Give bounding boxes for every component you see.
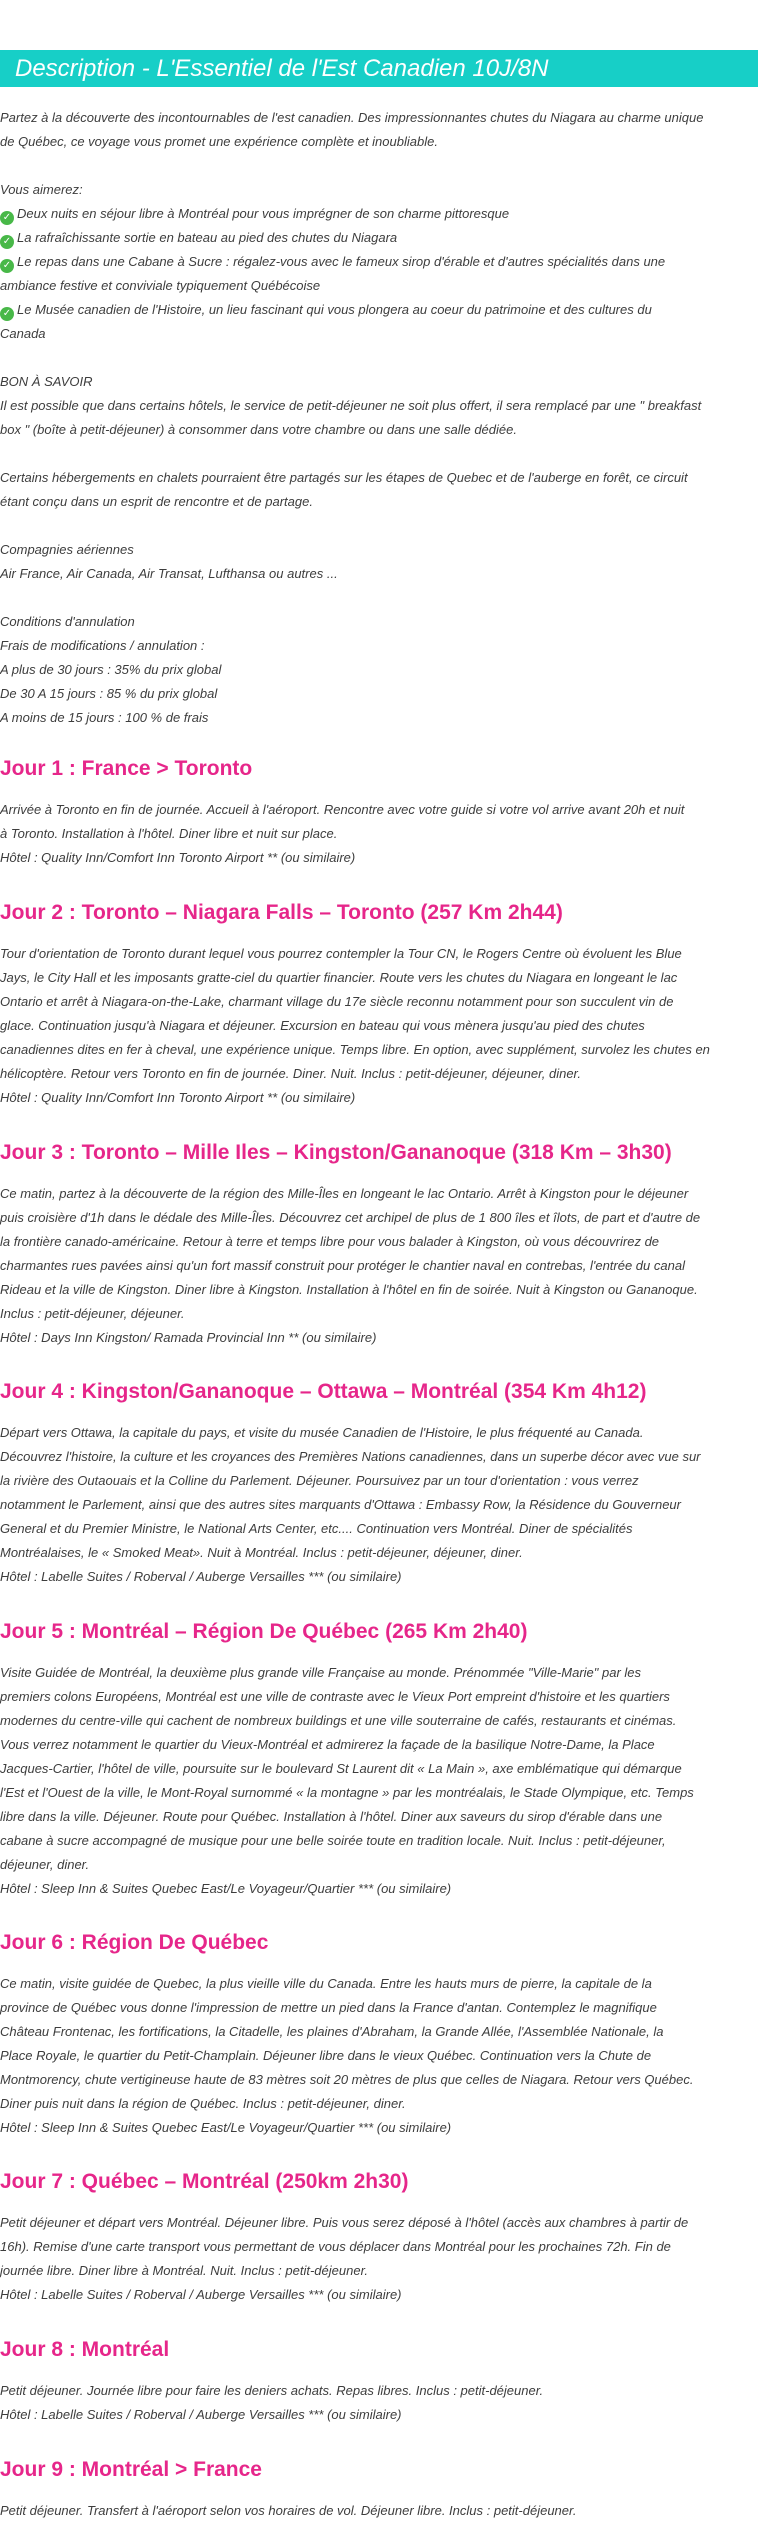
highlight-item: ✓ Deux nuits en séjour libre à Montréal pour vous imprégner de son charme pittoresque xyxy=(0,202,758,226)
day-6-text: Ce matin, visite guidée de Quebec, la plus vieille ville du Canada. Entre les hauts murs de pierre, la capitale de la province de Québec vous donne l'impression de mettre un pied dans la France d'antan. Contemplez le magnifique Château Frontenac, les fortifications, la Citadelle, les plaines d'Abraham, la Grande Allée, l'Assemblée Nationale, la Place Royale, le quartier du Petit-Champlain. Déjeuner libre dans le vieux Québec. Continuation vers la Chute de Montmorency, chute vertigineuse haute de 83 mètres soit 20 mètres de plus que celles de Niagara. Retour vers Québec. Diner puis nuit dans la région de Québec. Inclus : petit-déjeuner, diner. Hôtel : Sleep Inn & Suites Quebec East/Le Voyageur/Quartier *** (ou similaire) xyxy=(0,1976,694,2135)
cancellation-line: A plus de 30 jours : 35% du prix global xyxy=(0,662,222,677)
highlights-title: Vous aimerez: xyxy=(0,182,83,197)
info-section xyxy=(0,370,758,442)
day-6-title: Jour 6 : Région De Québec xyxy=(0,1931,269,1954)
info-line: box " (boîte à petit-déjeuner) à consommer dans votre chambre ou dans une salle dédiée. xyxy=(0,422,517,437)
check-circle-icon: ✓ xyxy=(0,259,14,273)
day-9-title: Jour 9 : Montréal > France xyxy=(0,2458,262,2481)
info-line: étant conçu dans un esprit de rencontre et de partage. xyxy=(0,494,313,509)
day-3-title: Jour 3 : Toronto – Mille Iles – Kingston/Gananoque (318 Km – 3h30) xyxy=(0,1141,672,1164)
day-4-text: Départ vers Ottawa, la capitale du pays, et visite du musée Canadien de l'Histoire, le plus fréquenté au Canada. Découvrez l'histoire, la culture et les croyances des Premières Nations canadiennes, dans un superbe décor avec vue sur la rivière des Outaouais et la Colline du Parlement. Déjeuner. Poursuivez par un tour d'orientation : vous verrez notamment le Parlement, ainsi que des autres sites marquants d'Ottawa : Embassy Row, la Résidence du Gouverneur General et du Premier Ministre, le National Arts Center, etc.... Continuation vers Montréal. Diner de spécialités Montréalaises, le « Smoked Meat». Nuit à Montréal. Inclus : petit-déjeuner, déjeuner, diner. Hôtel : Labelle Suites / Roberval / Auberge Versailles *** (ou similaire) xyxy=(0,1425,701,1584)
airlines-text: Air France, Air Canada, Air Transat, Lufthansa ou autres ... xyxy=(0,566,338,581)
highlight-item: ✓ Le Musée canadien de l'Histoire, un lieu fascinant qui vous plongera au coeur du patrimoine et des cultures du xyxy=(0,298,758,322)
airlines-title: Compagnies aériennes xyxy=(0,542,134,557)
day-2-title: Jour 2 : Toronto – Niagara Falls – Toronto (257 Km 2h44) xyxy=(0,901,563,924)
airlines-section xyxy=(0,538,758,586)
info-line: Certains hébergements en chalets pourraient être partagés sur les étapes de Quebec et de l'auberge en forêt, ce circuit xyxy=(0,470,688,485)
day-5-text: Visite Guidée de Montréal, la deuxième plus grande ville Française au monde. Prénommée "Ville-Marie" par les premiers colons Européens, Montréal est une ville de contraste avec le Vieux Port empreint d'histoire et les quartiers modernes du centre-ville qui cachent de nombreux buildings et une ville souterraine de cafés, restaurants et cinémas. Vous verrez notamment le quartier du Vieux-Montréal et admirerez la façade de la basilique Notre-Dame, la Place Jacques-Cartier, l'hôtel de ville, poursuite sur le boulevard St Laurent dit « La Main », axe emblématique qui démarque l'Est et l'Ouest de la ville, le Mont-Royal surnommé « la montagne » par les montréalais, le Stade Olympique, etc. Temps libre dans la ville. Déjeuner. Route pour Québec. Installation à l'hôtel. Diner aux saveurs du sirop d'érable dans une cabane à sucre accompagné de musique pour une belle soirée toute en tradition locale. Nuit. Inclus : petit-déjeuner, déjeuner, diner. Hôtel : Sleep Inn & Suites Quebec East/Le Voyageur/Quartier *** (ou similaire) xyxy=(0,1665,694,1896)
day-1-text: Arrivée à Toronto en fin de journée. Accueil à l'aéroport. Rencontre avec votre guide si votre vol arrive avant 20h et nuit à Toronto. Installation à l'hôtel. Diner libre et nuit sur place. Hôtel : Quality Inn/Comfort Inn Toronto Airport ** (ou similaire) xyxy=(0,802,685,865)
intro-line: Partez à la découverte des incontournables de l'est canadien. Des impressionnantes chutes du Niagara au charme unique xyxy=(0,110,704,125)
day-8-text: Petit déjeuner. Journée libre pour faire les deniers achats. Repas libres. Inclus : petit-déjeuner. Hôtel : Labelle Suites / Roberval / Auberge Versailles *** (ou similaire) xyxy=(0,2383,544,2422)
highlight-item-cont: Canada xyxy=(0,326,46,341)
cancellation-section xyxy=(0,610,758,730)
highlight-item-cont: ambiance festive et conviviale typiquement Québécoise xyxy=(0,278,321,293)
day-8-title: Jour 8 : Montréal xyxy=(0,2338,170,2361)
cancellation-title: Conditions d'annulation xyxy=(0,614,135,629)
day-3-text: Ce matin, partez à la découverte de la région des Mille-Îles en longeant le lac Ontario. Arrêt à Kingston pour le déjeuner puis croisière d'1h dans le dédale des Mille-Îles. Découvrez cet archipel de plus de 1 800 îles et îlots, de part et d'autre de la frontière canado-américaine. Retour à terre et temps libre pour vous balader à Kingston, où vous découvrirez de charmantes rues pavées ainsi qu'un fort massif construit pour protéger le chantier naval en contrebas, l'entrée du canal Rideau et la ville de Kingston. Diner libre à Kingston. Installation à l'hôtel en fin de soirée. Nuit à Kingston ou Gananoque. Inclus : petit-déjeuner, déjeuner. Hôtel : Days Inn Kingston/ Ramada Provincial Inn ** (ou similaire) xyxy=(0,1186,701,1345)
day-9-text: Petit déjeuner. Transfert à l'aéroport selon vos horaires de vol. Déjeuner libre. Inclus : petit-déjeuner. xyxy=(0,2503,577,2518)
info-line: Il est possible que dans certains hôtels, le service de petit-déjeuner ne soit plus offert, il sera remplacé par une " breakfast xyxy=(0,398,702,413)
day-1-title: Jour 1 : France > Toronto xyxy=(0,757,253,780)
description-banner: Description - L'Essentiel de l'Est Canadien 10J/8N xyxy=(0,50,758,87)
day-2-text: Tour d'orientation de Toronto durant lequel vous pourrez contempler la Tour CN, le Rogers Centre où évoluent les Blue Jays, le City Hall et les imposants gratte-ciel du quartier financier. Route vers les chutes du Niagara en longeant le lac Ontario et arrêt à Niagara-on-the-Lake, charmant village du 17e siècle reconnu notamment pour son succulent vin de glace. Continuation jusqu'à Niagara et déjeuner. Excursion en bateau qui vous mènera jusqu'au pied des chutes canadiennes dites en fer à cheval, une expérience unique. Temps libre. En option, avec supplément, survolez les chutes en hélicoptère. Retour vers Toronto en fin de journée. Diner. Nuit. Inclus : petit-déjeuner, déjeuner, diner. Hôtel : Quality Inn/Comfort Inn Toronto Airport ** (ou similaire) xyxy=(0,946,710,1105)
highlights-section xyxy=(0,178,758,346)
day-5-title: Jour 5 : Montréal – Région De Québec (265 Km 2h40) xyxy=(0,1620,528,1643)
intro-paragraph xyxy=(0,106,758,154)
cancellation-line: A moins de 15 jours : 100 % de frais xyxy=(0,710,209,725)
cancellation-line: De 30 A 15 jours : 85 % du prix global xyxy=(0,686,218,701)
check-circle-icon: ✓ xyxy=(0,211,14,225)
highlight-item: ✓ Le repas dans une Cabane à Sucre : régalez-vous avec le fameux sirop d'érable et d'autres spécialités dans une xyxy=(0,250,758,274)
intro-line: de Québec, ce voyage vous promet une expérience complète et inoubliable. xyxy=(0,134,438,149)
check-circle-icon: ✓ xyxy=(0,235,14,249)
check-circle-icon: ✓ xyxy=(0,307,14,321)
highlight-item: ✓ La rafraîchissante sortie en bateau au pied des chutes du Niagara xyxy=(0,226,758,250)
day-7-title: Jour 7 : Québec – Montréal (250km 2h30) xyxy=(0,2170,409,2193)
day-4-title: Jour 4 : Kingston/Gananoque – Ottawa – Montréal (354 Km 4h12) xyxy=(0,1380,647,1403)
info-paragraph-2 xyxy=(0,466,758,514)
day-7-text: Petit déjeuner et départ vers Montréal. Déjeuner libre. Puis vous serez déposé à l'hôtel (accès aux chambres à partir de 16h). Remise d'une carte transport vous permettant de vous déplacer dans Montréal pour les prochaines 72h. Fin de journée libre. Diner libre à Montréal. Nuit. Inclus : petit-déjeuner. Hôtel : Labelle Suites / Roberval / Auberge Versailles *** (ou similaire) xyxy=(0,2215,689,2302)
cancellation-line: Frais de modifications / annulation : xyxy=(0,638,205,653)
info-title: BON À SAVOIR xyxy=(0,374,93,389)
